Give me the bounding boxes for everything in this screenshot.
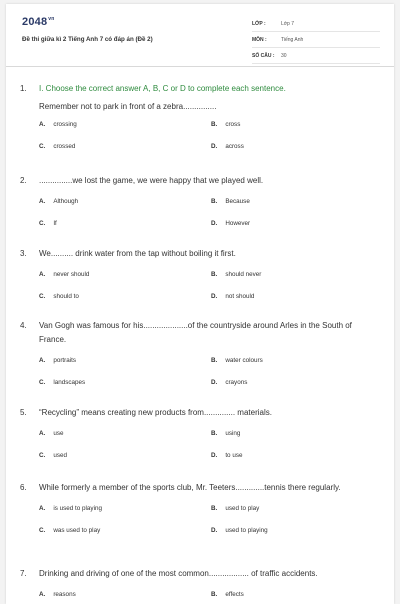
option-a[interactable]: A. portraits: [39, 357, 77, 364]
meta-value: 30: [281, 52, 287, 59]
option-d[interactable]: D. crayons: [211, 379, 248, 386]
question-text: While formerly a member of the sports club, Mr. Teeters.............tennis there regularly.: [39, 483, 341, 492]
question-number: 5.: [20, 408, 27, 417]
page-header: [6, 4, 394, 67]
option-c[interactable]: C. was used to play: [39, 527, 101, 534]
option-d[interactable]: D. not should: [211, 293, 255, 300]
answer-options: [20, 267, 380, 311]
meta-row-count: [252, 48, 380, 64]
question-text: I. Choose the correct answer A, B, C or D to complete each sentence.: [39, 84, 286, 93]
option-b[interactable]: B. should never: [211, 271, 262, 278]
answer-options: [20, 426, 380, 470]
option-b[interactable]: B. Because: [211, 198, 250, 205]
option-c[interactable]: C. used: [39, 452, 67, 459]
option-a[interactable]: A. crossing: [39, 121, 77, 128]
question-text: ...............we lost the game, we were happy that we played well.: [39, 176, 264, 185]
option-b[interactable]: B. using: [211, 430, 241, 437]
option-c[interactable]: C. If: [39, 220, 57, 227]
option-b[interactable]: B. cross: [211, 121, 241, 128]
answer-options: [20, 353, 380, 397]
meta-value: Tiếng Anh: [281, 36, 304, 43]
question-number: 4.: [20, 321, 27, 330]
option-c[interactable]: C. crossed: [39, 143, 76, 150]
question-6: [20, 481, 380, 545]
question-number: 6.: [20, 483, 27, 492]
exam-meta: [252, 16, 380, 64]
logo-suffix: vn: [48, 16, 55, 22]
meta-value: Lớp 7: [281, 20, 295, 27]
option-a[interactable]: A. never should: [39, 271, 90, 278]
meta-key: MÔN :: [252, 36, 267, 43]
option-a[interactable]: A. is used to playing: [39, 505, 102, 512]
meta-key: SỐ CÂU :: [252, 52, 275, 59]
exam-title: Đề thi giữa kì 2 Tiếng Anh 7 có đáp án (Đề 2): [22, 36, 153, 43]
option-b[interactable]: B. water colours: [211, 357, 263, 364]
question-text: “Recycling” means creating new products from.............. materials.: [39, 408, 272, 417]
option-c[interactable]: C. should to: [39, 293, 79, 300]
option-d[interactable]: D. used to playing: [211, 527, 268, 534]
question-2: [20, 174, 380, 238]
question-number: 3.: [20, 249, 27, 258]
site-logo[interactable]: [22, 16, 55, 28]
question-1: [20, 82, 380, 161]
option-d[interactable]: D. to use: [211, 452, 243, 459]
answer-options: [20, 501, 380, 545]
question-text: Van Gogh was famous for his....................of the countryside around Arles in the South of France.: [39, 321, 352, 344]
option-c[interactable]: C. landscapes: [39, 379, 86, 386]
meta-row-class: [252, 16, 380, 32]
question-3: [20, 247, 380, 311]
option-a[interactable]: A. use: [39, 430, 64, 437]
answer-options: [20, 194, 380, 238]
question-number: 7.: [20, 569, 27, 578]
option-b[interactable]: B. used to play: [211, 505, 260, 512]
meta-row-subject: [252, 32, 380, 48]
question-number: 2.: [20, 176, 27, 185]
question-4: [20, 319, 380, 397]
exam-page: [6, 4, 394, 604]
meta-key: LỚP :: [252, 20, 266, 27]
option-a[interactable]: A. reasons: [39, 591, 76, 598]
answer-options: [20, 587, 380, 604]
logo-text: 2048: [22, 16, 48, 28]
question-5: [20, 406, 380, 470]
option-a[interactable]: A. Although: [39, 198, 79, 205]
question-text: We.......... drink water from the tap without boiling it first.: [39, 249, 236, 258]
option-b[interactable]: B. effects: [211, 591, 244, 598]
answer-options: [20, 117, 380, 161]
option-d[interactable]: D. across: [211, 143, 244, 150]
question-text: Drinking and driving of one of the most common.................. of traffic accidents.: [39, 569, 318, 578]
question-7: [20, 567, 380, 604]
option-d[interactable]: D. However: [211, 220, 251, 227]
question-sentence: Remember not to park in front of a zebra...............: [39, 102, 217, 111]
question-number: 1.: [20, 84, 27, 93]
